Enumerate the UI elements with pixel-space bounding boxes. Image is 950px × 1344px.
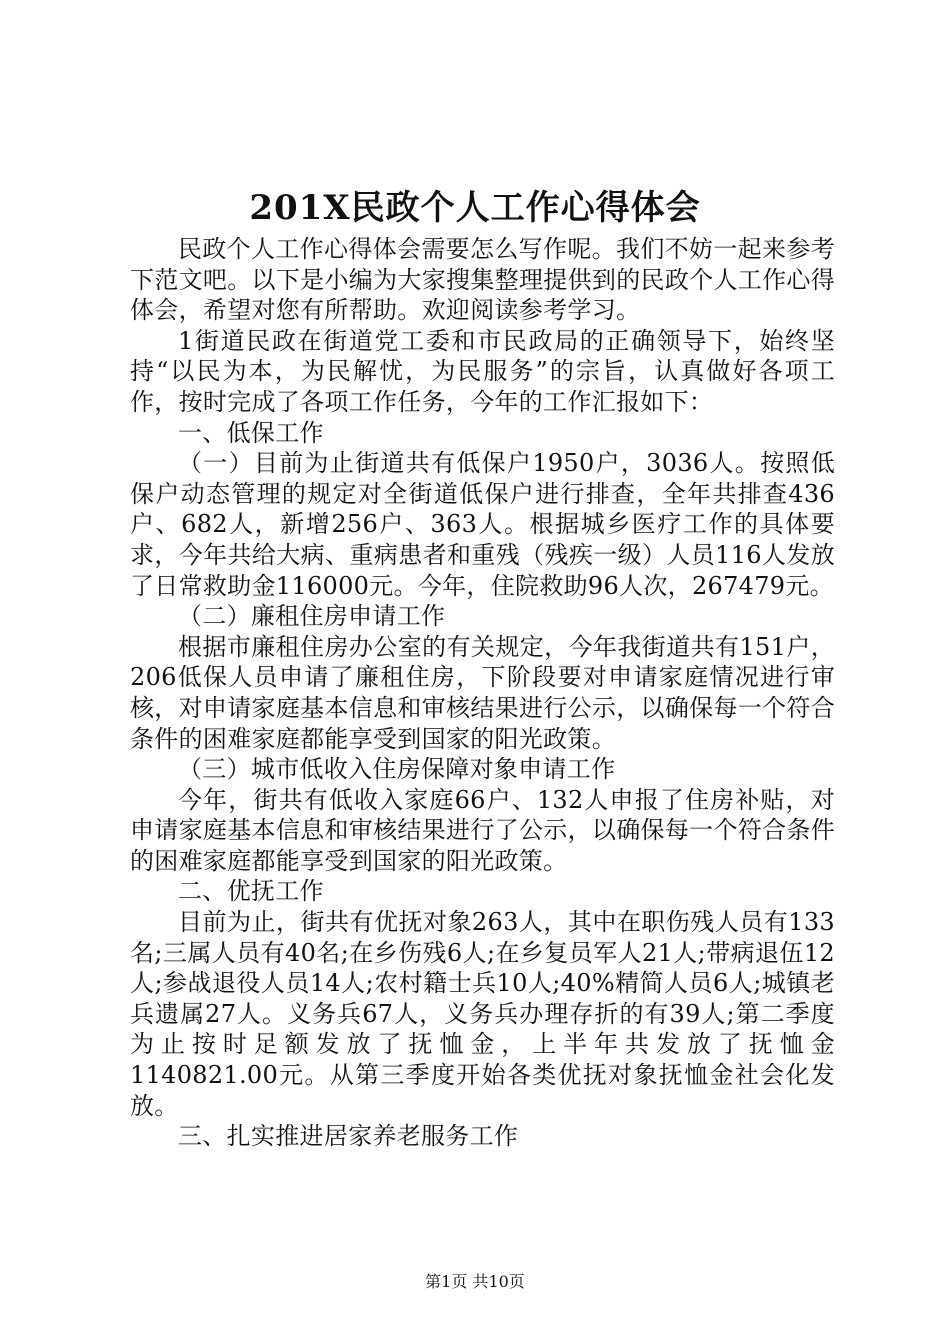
- document-body: [130, 234, 835, 1152]
- subheading-low-rent-housing: （二）廉租住房申请工作: [178, 602, 446, 631]
- paragraph-low-income-details: （一）目前为止街道共有低保户1950户，3036人。按照低保户动态管理的规定对全街道低保户进行排查，全年共排查436户、682人，新增256户、363人。根据城乡医疗工作的具体要求，今年共给大病、重病患者和重残（残疾一级）人员116人发放了日常救助金116000元。今年，住院救助96人次，267479元。: [130, 449, 835, 600]
- page-footer: 第1页 共10页: [425, 1272, 525, 1291]
- document-title: 201X民政个人工作心得体会: [249, 188, 701, 228]
- section-heading-low-income: 一、低保工作: [178, 418, 324, 447]
- paragraph-preferential-care: 目前为止，街共有优抚对象263人，其中在职伤残人员有133名;三属人员有40名;在乡伤残6人;在乡复员军人21人;带病退伍12人;参战退役人员14人;农村籍士兵10人;40%精简人员6人;城镇老兵遗属27人。义务兵67人，义务兵办理存折的有39人;第二季度为止按时足额发放了抚恤金，上半年共发放了抚恤金1140821.00元。从第三季度开始各类优抚对象抚恤金社会化发放。: [130, 908, 835, 1120]
- paragraph-low-rent-housing: 根据市廉租住房办公室的有关规定，今年我街道共有151户，206低保人员申请了廉租住房，下阶段要对申请家庭情况进行审核，对申请家庭基本信息和审核结果进行公示，以确保每一个符合条件的困难家庭都能享受到国家的阳光政策。: [130, 632, 835, 753]
- paragraph-intro: 民政个人工作心得体会需要怎么写作呢。我们不妨一起来参考下范文吧。以下是小编为大家搜集整理提供到的民政个人工作心得体会，希望对您有所帮助。欢迎阅读参考学习。: [130, 235, 835, 325]
- subheading-housing-security: （三）城市低收入住房保障对象申请工作: [178, 755, 616, 784]
- paragraph-housing-security: 今年，街共有低收入家庭66户、132人申报了住房补贴，对申请家庭基本信息和审核结果进行了公示，以确保每一个符合条件的困难家庭都能享受到国家的阳光政策。: [130, 785, 835, 875]
- section-heading-home-care: 三、扎实推进居家养老服务工作: [178, 1122, 519, 1151]
- paragraph-summary: 1街道民政在街道党工委和市民政局的正确领导下，始终坚持“以民为本，为民解忧，为民服务”的宗旨，认真做好各项工作，按时完成了各项工作任务，今年的工作汇报如下：: [130, 326, 835, 416]
- section-heading-preferential-care: 二、优抚工作: [178, 877, 324, 906]
